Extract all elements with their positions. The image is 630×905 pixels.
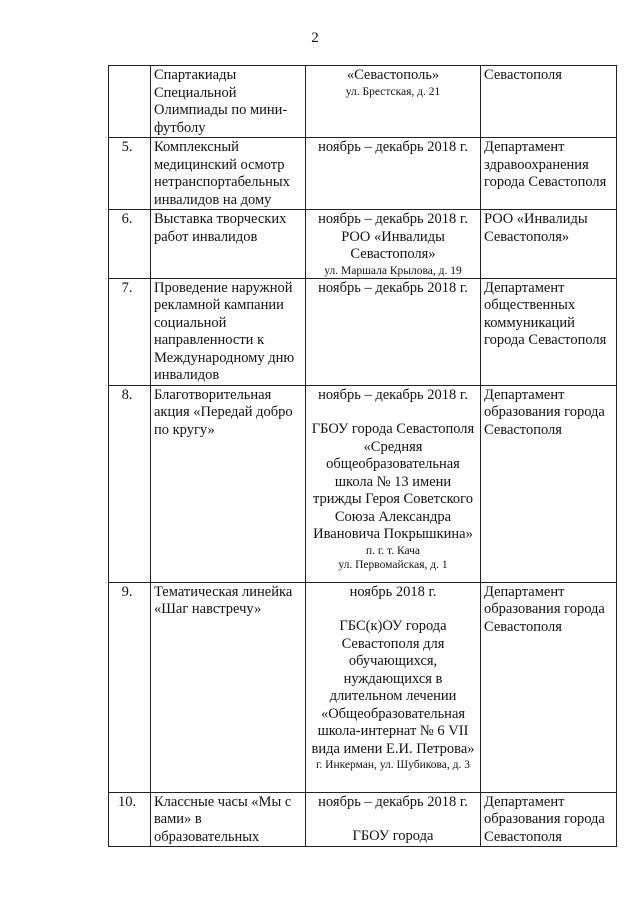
place-address: г. Инкерман, ул. Шубикова, д. 3 [316,759,470,771]
place-text: ГБОУ города [352,828,434,844]
place-text: ГБОУ города Севастополя «Средняя общеобразовательная школа № 13 имени трижды Героя Советского Союза Александра Ивановича Покрышкина» [311,421,475,542]
place-date: ноябрь 2018 г. [349,583,437,600]
event-cell: Классные часы «Мы с вами» в образовательных [151,792,306,847]
place-text: РОО «Инвалиды Севастополя» [341,228,445,262]
row-number: 8. [109,385,151,582]
place-date: ноябрь – декабрь 2018 г. [318,793,468,810]
place-date: ноябрь – декабрь 2018 г. [318,139,468,155]
place-cell [306,138,481,210]
place-cell [306,278,481,385]
spacer [309,404,477,421]
place-cell [306,210,481,279]
events-table [108,65,617,847]
table-row [109,792,617,847]
table-row [109,278,617,385]
page-number: 2 [311,30,319,46]
event-cell: Спартакиады Специальной Олимпиады по мини-футболу [151,66,306,138]
place-text: ГБС(к)ОУ города Севастополя для обучающихся, нуждающихся в длительном лечении «Общеобразовательная школа-интернат № 6 VII вида имени Е.И. Петрова» [311,618,475,757]
responsible-cell: Департамент образования города Севастополя [481,792,617,847]
table-row [109,385,617,582]
table-row [109,138,617,210]
row-number [109,66,151,138]
place-date: ноябрь – декабрь 2018 г. [318,279,468,296]
event-cell: Выставка творческих работ инвалидов [151,210,306,279]
place-date: ноябрь – декабрь 2018 г. [318,386,468,403]
place-address: ул. Маршала Крылова, д. 19 [324,264,462,277]
place-cell [306,66,481,138]
place-date: ноябрь – декабрь 2018 г. [318,211,468,227]
row-number: 5. [109,138,151,210]
place-cell [306,792,481,847]
place-address: п. г. т. Кача [365,544,421,557]
row-number: 7. [109,278,151,385]
event-cell: Комплексный медицинский осмотр нетранспортабельных инвалидов на дому [151,138,306,210]
event-cell: Тематическая линейка «Шаг навстречу» [151,582,306,792]
spacer [309,601,477,618]
table-row [109,66,617,138]
event-cell: Проведение наружной рекламной кампании социальной направленности к Международному дню инвалидов [151,278,306,385]
place-cell [306,582,481,792]
table-row [109,582,617,792]
place-text: «Севастополь» [346,67,440,83]
responsible-cell: Департамент здравоохранения города Севастополя [481,138,617,210]
table-row [109,210,617,279]
place-address-2: ул. Первомайская, д. 1 [338,558,448,571]
row-number: 10. [109,792,151,847]
responsible-cell: Департамент образования города Севастополя [481,385,617,582]
place-address: ул. Брестская, д. 21 [345,85,441,98]
row-number: 9. [109,582,151,792]
event-cell: Благотворительная акция «Передай добро по кругу» [151,385,306,582]
spacer [309,811,477,828]
responsible-cell: РОО «Инвалиды Севастополя» [481,210,617,279]
row-number: 6. [109,210,151,279]
responsible-cell: Севастополя [481,66,617,138]
responsible-cell: Департамент образования города Севастополя [481,582,617,792]
place-cell [306,385,481,582]
responsible-cell: Департамент общественных коммуникаций города Севастополя [481,278,617,385]
